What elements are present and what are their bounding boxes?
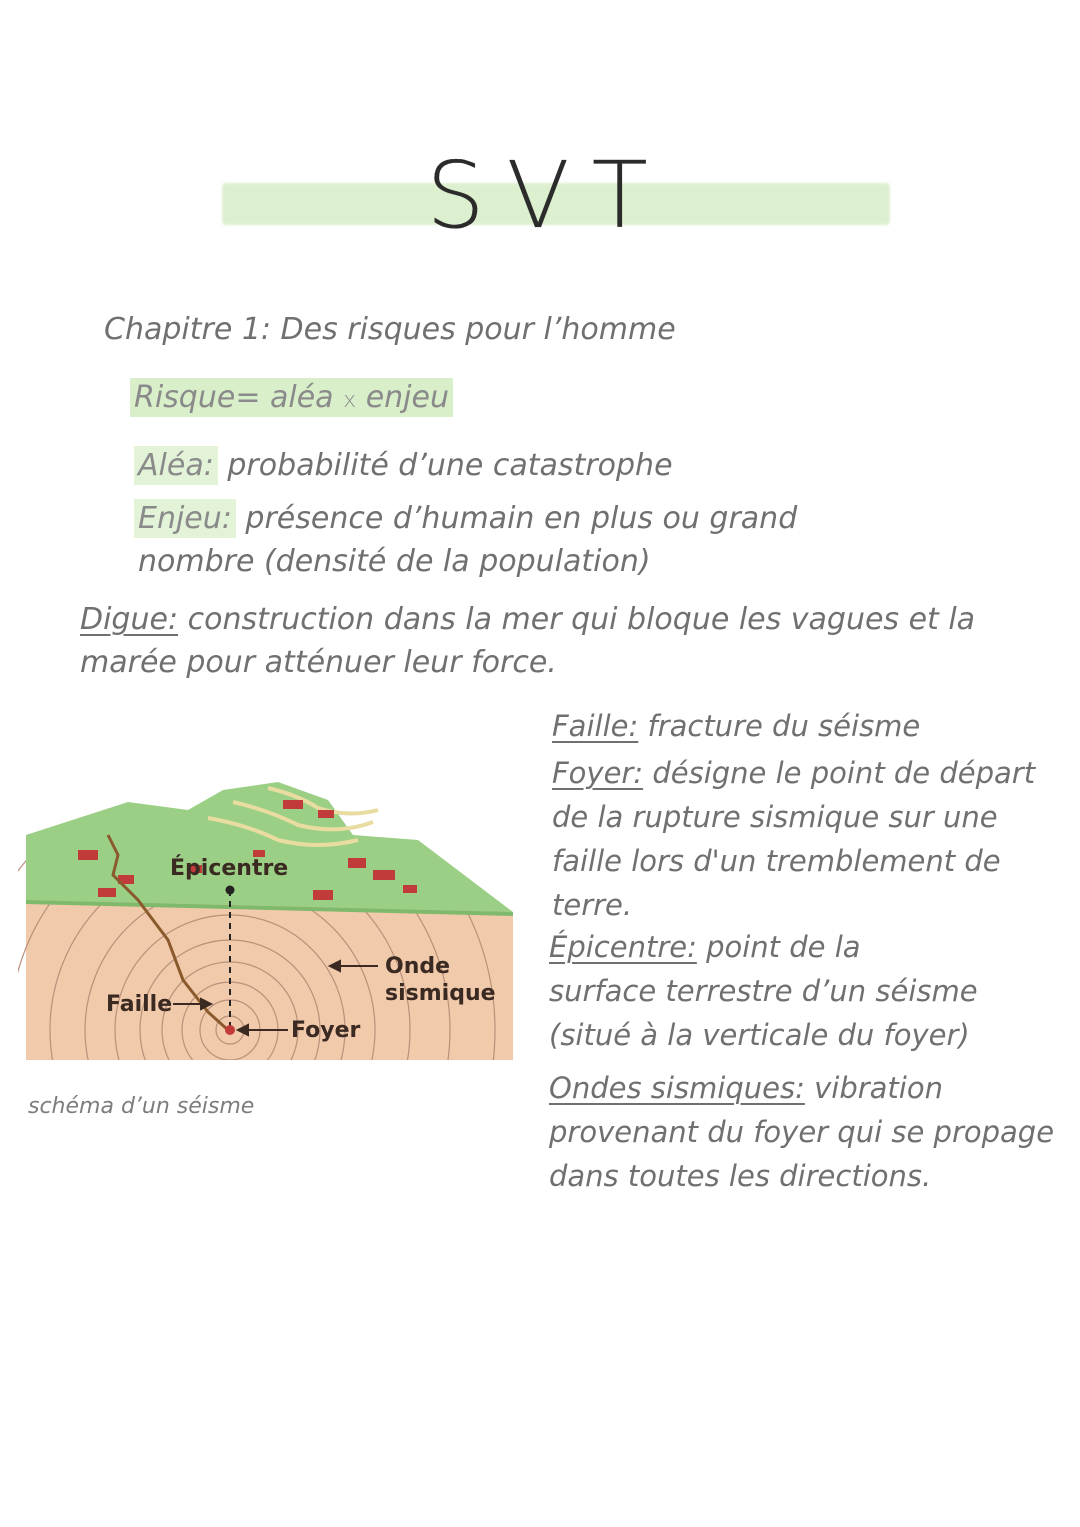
earthquake-diagram — [18, 780, 518, 1065]
risk-formula — [130, 376, 453, 423]
definition-epicentre-text: point de la — [696, 930, 861, 964]
definition-digue — [80, 598, 975, 642]
definition-enjeu-text: présence d’humain en plus ou grand — [235, 501, 798, 536]
label-epicentre: Épicentre — [170, 856, 289, 881]
definition-foyer-line3: faille lors d'un tremblement de — [552, 844, 1001, 878]
formula-left: Risque= aléa — [134, 380, 334, 415]
term-ondes: Ondes sismiques: — [549, 1071, 805, 1105]
definition-foyer-line4: terre. — [552, 888, 633, 922]
foyer-point — [225, 1025, 235, 1035]
label-faille: Faille — [106, 992, 173, 1017]
term-digue: Digue: — [80, 602, 179, 637]
formula-highlight — [130, 378, 453, 417]
label-sismique: sismique — [385, 981, 496, 1006]
definition-epicentre — [549, 925, 861, 969]
term-epicentre: Épicentre: — [549, 930, 697, 964]
label-foyer: Foyer — [291, 1018, 361, 1043]
definition-ondes-line3: dans toutes les directions. — [549, 1159, 932, 1193]
definition-enjeu-line2: nombre (densité de la population) — [138, 544, 651, 579]
definition-epicentre-line3: (situé à la verticale du foyer) — [549, 1018, 970, 1052]
definition-foyer — [552, 751, 1035, 795]
formula-right: enjeu — [365, 380, 449, 415]
definition-ondes-text: vibration — [804, 1071, 943, 1105]
epicentre-point — [226, 886, 235, 895]
term-faille: Faille: — [552, 709, 639, 743]
definition-ondes-line2: provenant du foyer qui se propage — [549, 1115, 1055, 1149]
definition-alea — [134, 444, 673, 488]
formula-operator: x — [343, 388, 357, 413]
definition-faille-text: fracture du séisme — [638, 709, 921, 743]
definition-alea-text: probabilité d’une catastrophe — [217, 448, 673, 483]
definition-enjeu — [134, 497, 797, 541]
definition-digue-line2: marée pour atténuer leur force. — [80, 645, 557, 680]
page-title: SVT — [426, 142, 670, 249]
definition-foyer-line2: de la rupture sismique sur une — [552, 800, 998, 834]
chapter-heading: Chapitre 1: Des risques pour l’homme — [104, 312, 676, 347]
term-enjeu: Enjeu: — [134, 499, 236, 538]
term-alea: Aléa: — [134, 446, 218, 485]
definition-epicentre-line2: surface terrestre d’un séisme — [549, 974, 978, 1008]
definition-foyer-text: désigne le point de départ — [643, 756, 1036, 790]
definition-ondes — [549, 1066, 943, 1110]
term-foyer: Foyer: — [552, 756, 644, 790]
definition-faille — [552, 704, 920, 748]
label-onde: Onde — [385, 954, 451, 979]
definition-digue-text: construction dans la mer qui bloque les vagues et la — [178, 602, 976, 637]
diagram-caption: schéma d’un séisme — [28, 1094, 255, 1119]
